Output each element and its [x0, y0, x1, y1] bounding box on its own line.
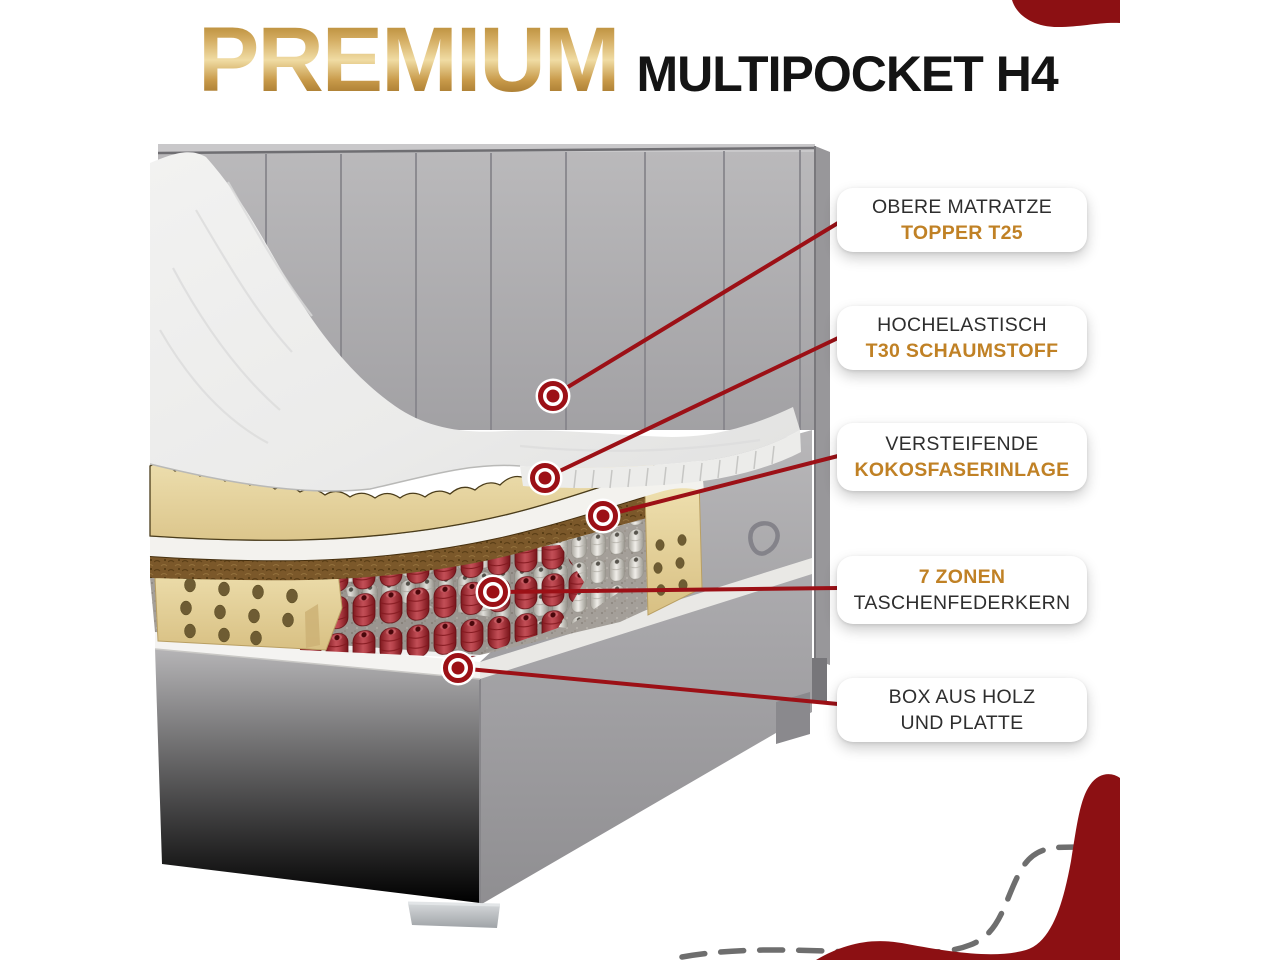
callout-box: [837, 678, 1087, 742]
box-front-foot: [408, 903, 500, 928]
callout-topper-line1: OBERE MATRATZE: [871, 196, 1053, 218]
marker-foam: [528, 461, 563, 496]
marker-box: [441, 651, 476, 686]
marker-topper: [536, 379, 571, 414]
box-front-face: [155, 648, 480, 903]
callout-topper-line2: TOPPER T25: [901, 222, 1023, 244]
marker-coco: [586, 499, 621, 534]
callout-topper: [837, 188, 1087, 252]
callout-foam-line2: T30 SCHAUMSTOFF: [865, 340, 1059, 362]
callout-box-line2: UND PLATTE: [900, 712, 1024, 734]
callout-springs: [837, 556, 1087, 624]
brand-title: PREMIUM: [198, 9, 619, 111]
callout-coco-line1: VERSTEIFENDE: [885, 433, 1039, 455]
model-title: MULTIPOCKET H4: [636, 46, 1058, 102]
page-title: [198, 9, 1058, 111]
callout-springs-line1: 7 ZONEN: [918, 566, 1006, 588]
marker-springs: [476, 575, 511, 610]
dashed-wave-line: [682, 847, 1092, 957]
bottom-right-red-blob: [816, 774, 1120, 960]
callout-foam: [837, 306, 1087, 370]
callout-coco: [837, 423, 1087, 491]
callout-box-line1: BOX AUS HOLZ: [888, 686, 1036, 708]
callout-springs-line2: TASCHENFEDERKERN: [853, 592, 1071, 614]
callout-coco-line2: KOKOSFASERINLAGE: [854, 459, 1070, 481]
callout-foam-line1: HOCHELASTISCH: [877, 314, 1047, 336]
